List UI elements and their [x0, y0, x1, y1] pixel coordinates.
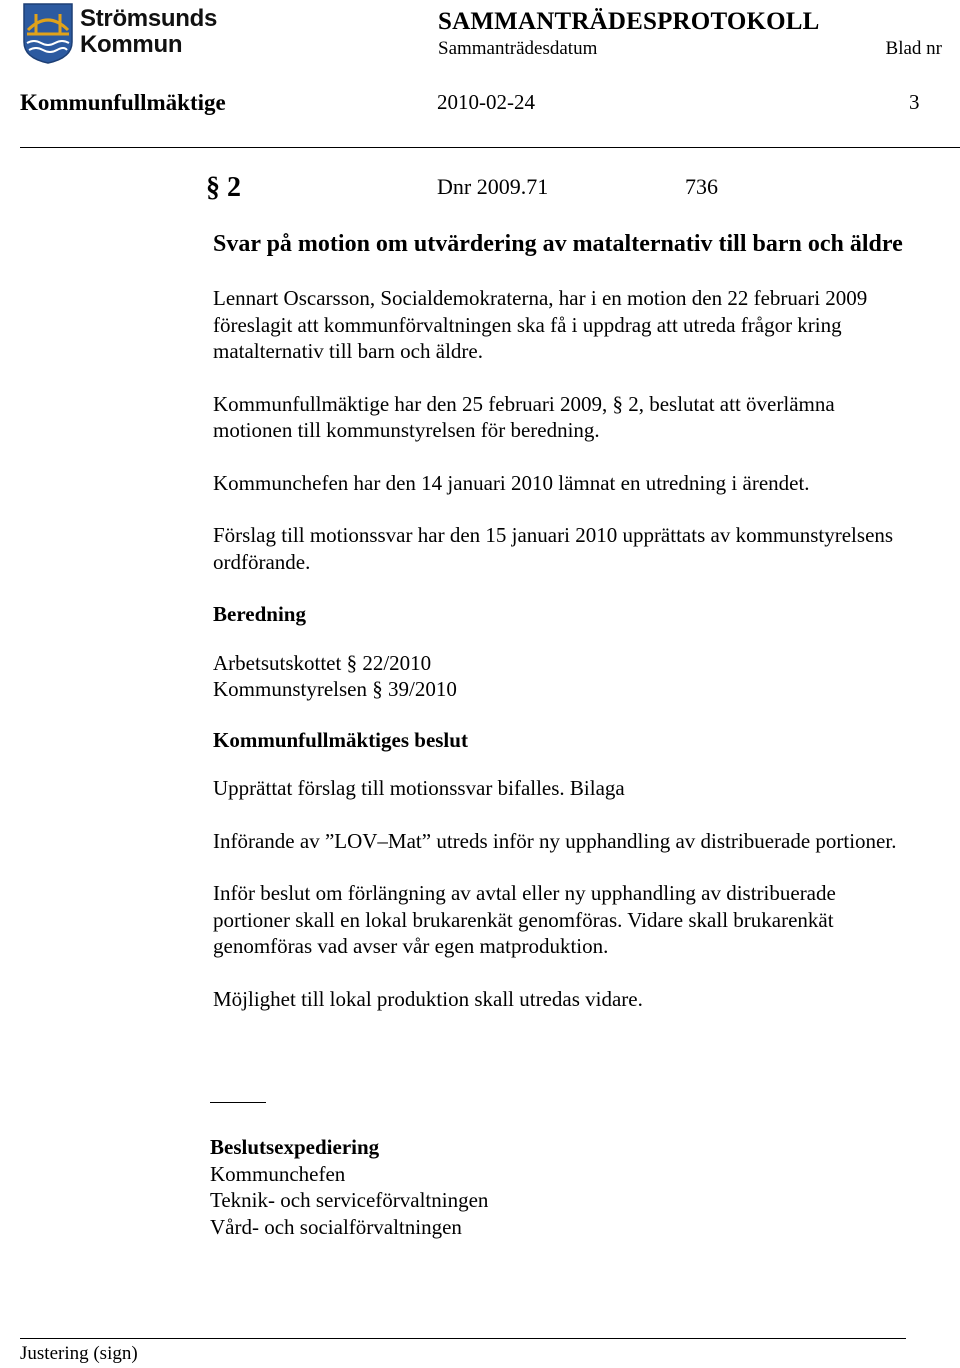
section-end-rule: [210, 1102, 266, 1103]
decision-paragraph: Inför beslut om förlängning av avtal eller ny upphandling av distribuerade portioner skall en lokal brukarenkät genomföras. Vidare skall brukarenkät genomföras vad avser vår egen matproduktion.: [213, 881, 836, 958]
distribution-recipient: Vård- och socialförvaltningen: [210, 1214, 462, 1239]
signature-label: Justering (sign): [20, 1343, 138, 1364]
municipality-logo: [22, 2, 222, 66]
minutes-body: [213, 230, 913, 1038]
decision-heading: Kommunfullmäktiges beslut: [213, 727, 468, 752]
case-number: 736: [685, 174, 718, 199]
body-name: Kommunfullmäktige: [20, 90, 226, 115]
meeting-date: 2010-02-24: [437, 90, 535, 114]
page-number: 3: [909, 90, 920, 114]
distribution-heading: Beslutsexpediering: [210, 1135, 380, 1159]
preparation-references: [213, 650, 913, 703]
logo-text-line2: Kommun: [80, 31, 183, 58]
distribution-recipient: Teknik- och serviceförvaltningen: [210, 1188, 489, 1212]
meeting-date-label: Sammanträdesdatum: [438, 38, 598, 59]
background-paragraph: Förslag till motionssvar har den 15 januari 2010 upprättats av kommunstyrelsens ordförande.: [213, 523, 894, 574]
distribution-list: [210, 1134, 488, 1240]
preparation-reference: Arbetsutskottet § 22/2010: [213, 650, 432, 675]
bridge-emblem-icon: [22, 2, 74, 64]
document-title: SAMMANTRÄDESPROTOKOLL: [438, 8, 820, 35]
decision-paragraph: Upprättat förslag till motionssvar bifalles. Bilaga: [213, 776, 625, 800]
paragraph-symbol: §: [206, 172, 220, 203]
distribution-recipient: Kommunchefen: [210, 1161, 346, 1186]
background-paragraph: Lennart Oscarsson, Socialdemokraterna, har i en motion den 22 februari 2009 föreslagit att kommunförvaltningen ska få i uppdrag att utreda frågor kring matalternativ till barn och äldre.: [213, 286, 868, 363]
footer-divider: [20, 1338, 906, 1339]
background-paragraph: Kommunfullmäktige har den 25 februari 2009, § 2, beslutat att överlämna motionen till kommunstyrelsen för beredning.: [213, 391, 835, 442]
logo-text-line1: Strömsunds: [80, 5, 218, 32]
decision-paragraph: Möjlighet till lokal produktion skall utredas vidare.: [213, 986, 643, 1011]
decision-paragraph: Införande av ”LOV–Mat” utreds inför ny upphandling av distribuerade portioner.: [213, 828, 897, 853]
preparation-heading: Beredning: [213, 602, 306, 626]
page-label: Blad nr: [885, 38, 942, 59]
item-title: Svar på motion om utvärdering av matalternativ till barn och äldre: [213, 231, 903, 257]
preparation-reference: Kommunstyrelsen § 39/2010: [213, 677, 457, 701]
section-number: [206, 172, 241, 204]
background-paragraph: Kommunchefen har den 14 januari 2010 lämnat en utredning i ärendet.: [213, 470, 810, 495]
diary-number: Dnr 2009.71: [437, 174, 549, 199]
section-number-value: 2: [227, 172, 241, 203]
header-divider: [20, 147, 960, 148]
